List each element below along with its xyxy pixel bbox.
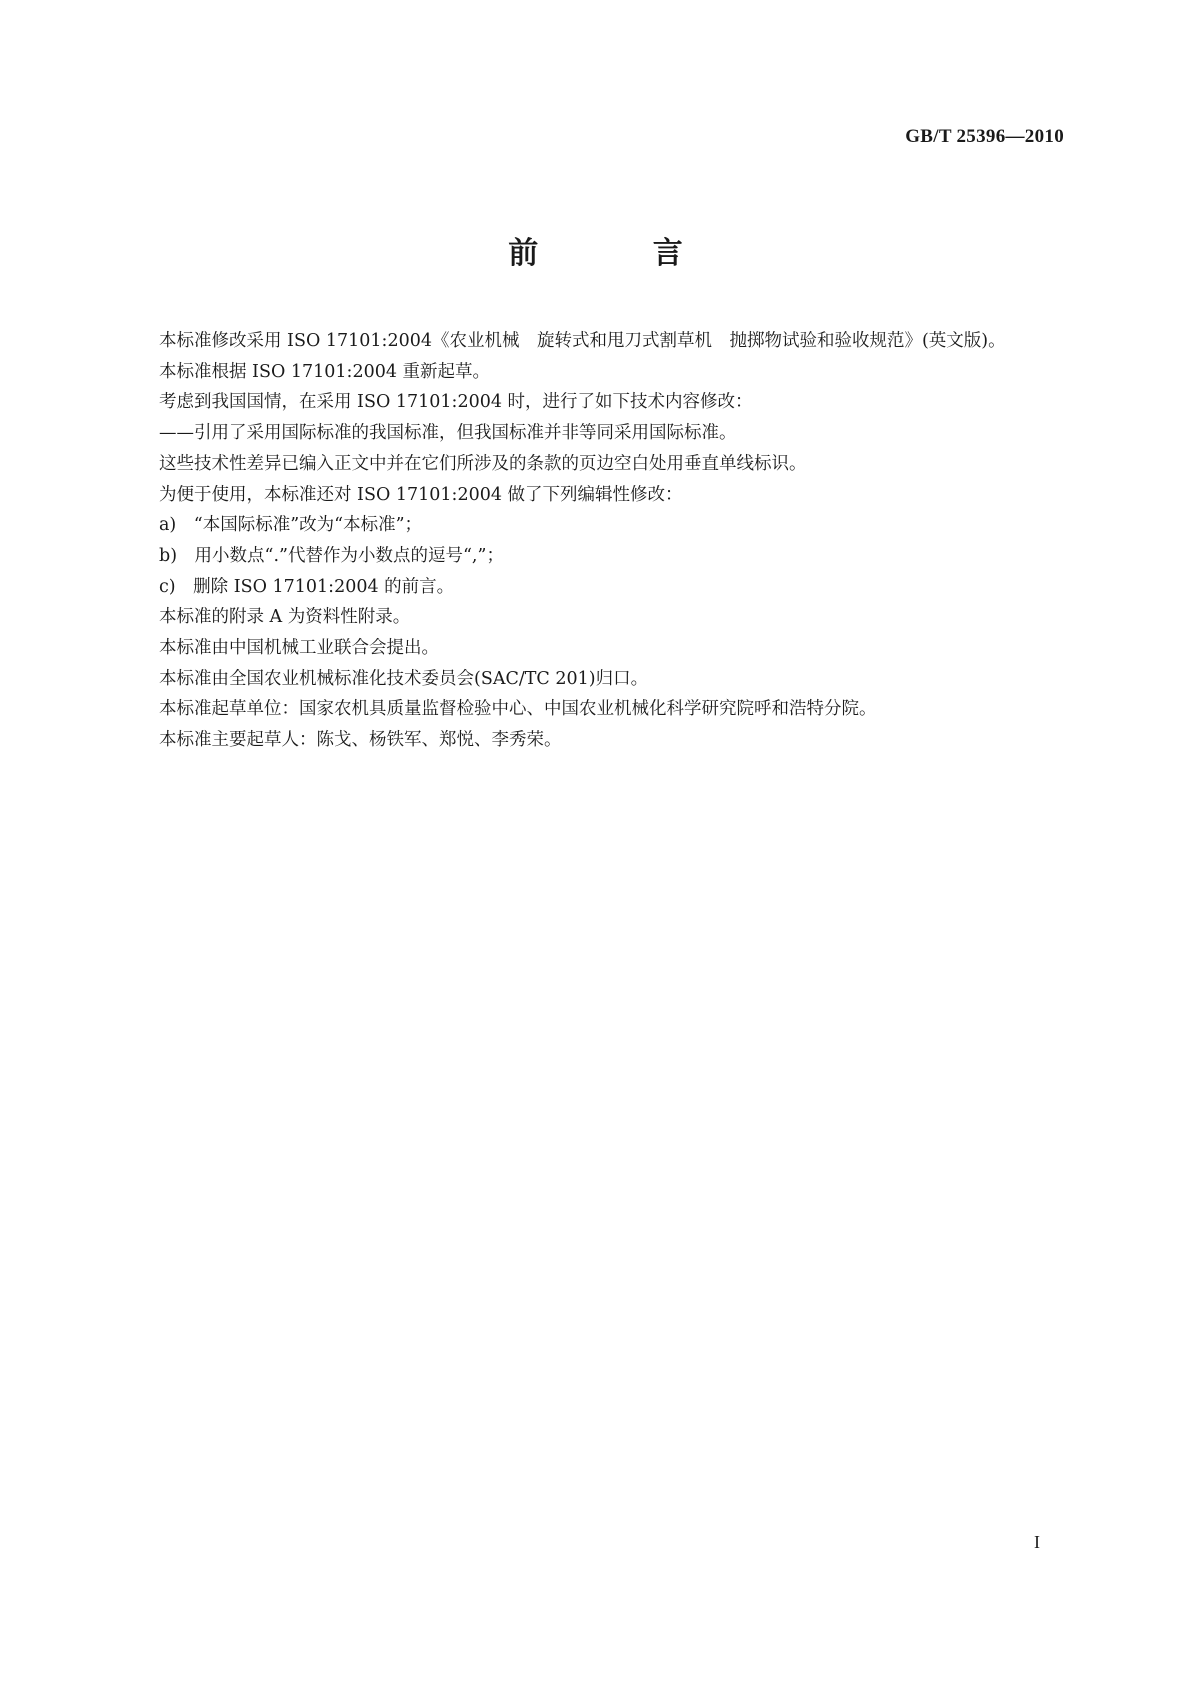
page-number: I: [1034, 1532, 1040, 1552]
standard-number: GB/T 25396—2010: [905, 126, 1064, 147]
paragraph-drafting-units: 本标准起草单位：国家农机具质量监督检验中心、中国农业机械化科学研究院呼和浩特分院。: [159, 699, 877, 720]
paragraph-proposer: 本标准由中国机械工业联合会提出。: [159, 638, 439, 659]
list-item-c: c) 删除 ISO 17101:2004 的前言。: [159, 576, 455, 597]
paragraph-marking-note: 这些技术性差异已编入正文中并在它们所涉及的条款的页边空白处用垂直单线标识。: [159, 453, 807, 474]
page-title: 前 言: [508, 236, 735, 271]
list-item-b: b) 用小数点“.”代替作为小数点的逗号“,”；: [159, 545, 504, 566]
paragraph-drafters: 本标准主要起草人：陈戈、杨铁军、郑悦、李秀荣。: [159, 730, 562, 751]
paragraph-adoption: 本标准修改采用 ISO 17101:2004《农业机械 旋转式和甩刀式割草机 抛掷物试验和验收规范》(英文版)。: [159, 331, 1006, 351]
paragraph-redrafted: 本标准根据 ISO 17101:2004 重新起草。: [159, 361, 491, 382]
list-item-a: a) “本国际标准”改为“本标准”；: [159, 515, 423, 536]
paragraph-technical-changes: 考虑到我国国情，在采用 ISO 17101:2004 时，进行了如下技术内容修改：: [159, 392, 753, 413]
paragraph-annex: 本标准的附录 A 为资料性附录。: [159, 607, 411, 628]
paragraph-committee: 本标准由全国农业机械标准化技术委员会(SAC/TC 201)归口。: [159, 668, 649, 689]
paragraph-change-item: ——引用了采用国际标准的我国标准，但我国标准并非等同采用国际标准。: [159, 423, 737, 444]
paragraph-editorial-changes: 为便于使用，本标准还对 ISO 17101:2004 做了下列编辑性修改：: [159, 484, 683, 505]
body-text: [124, 326, 1076, 756]
